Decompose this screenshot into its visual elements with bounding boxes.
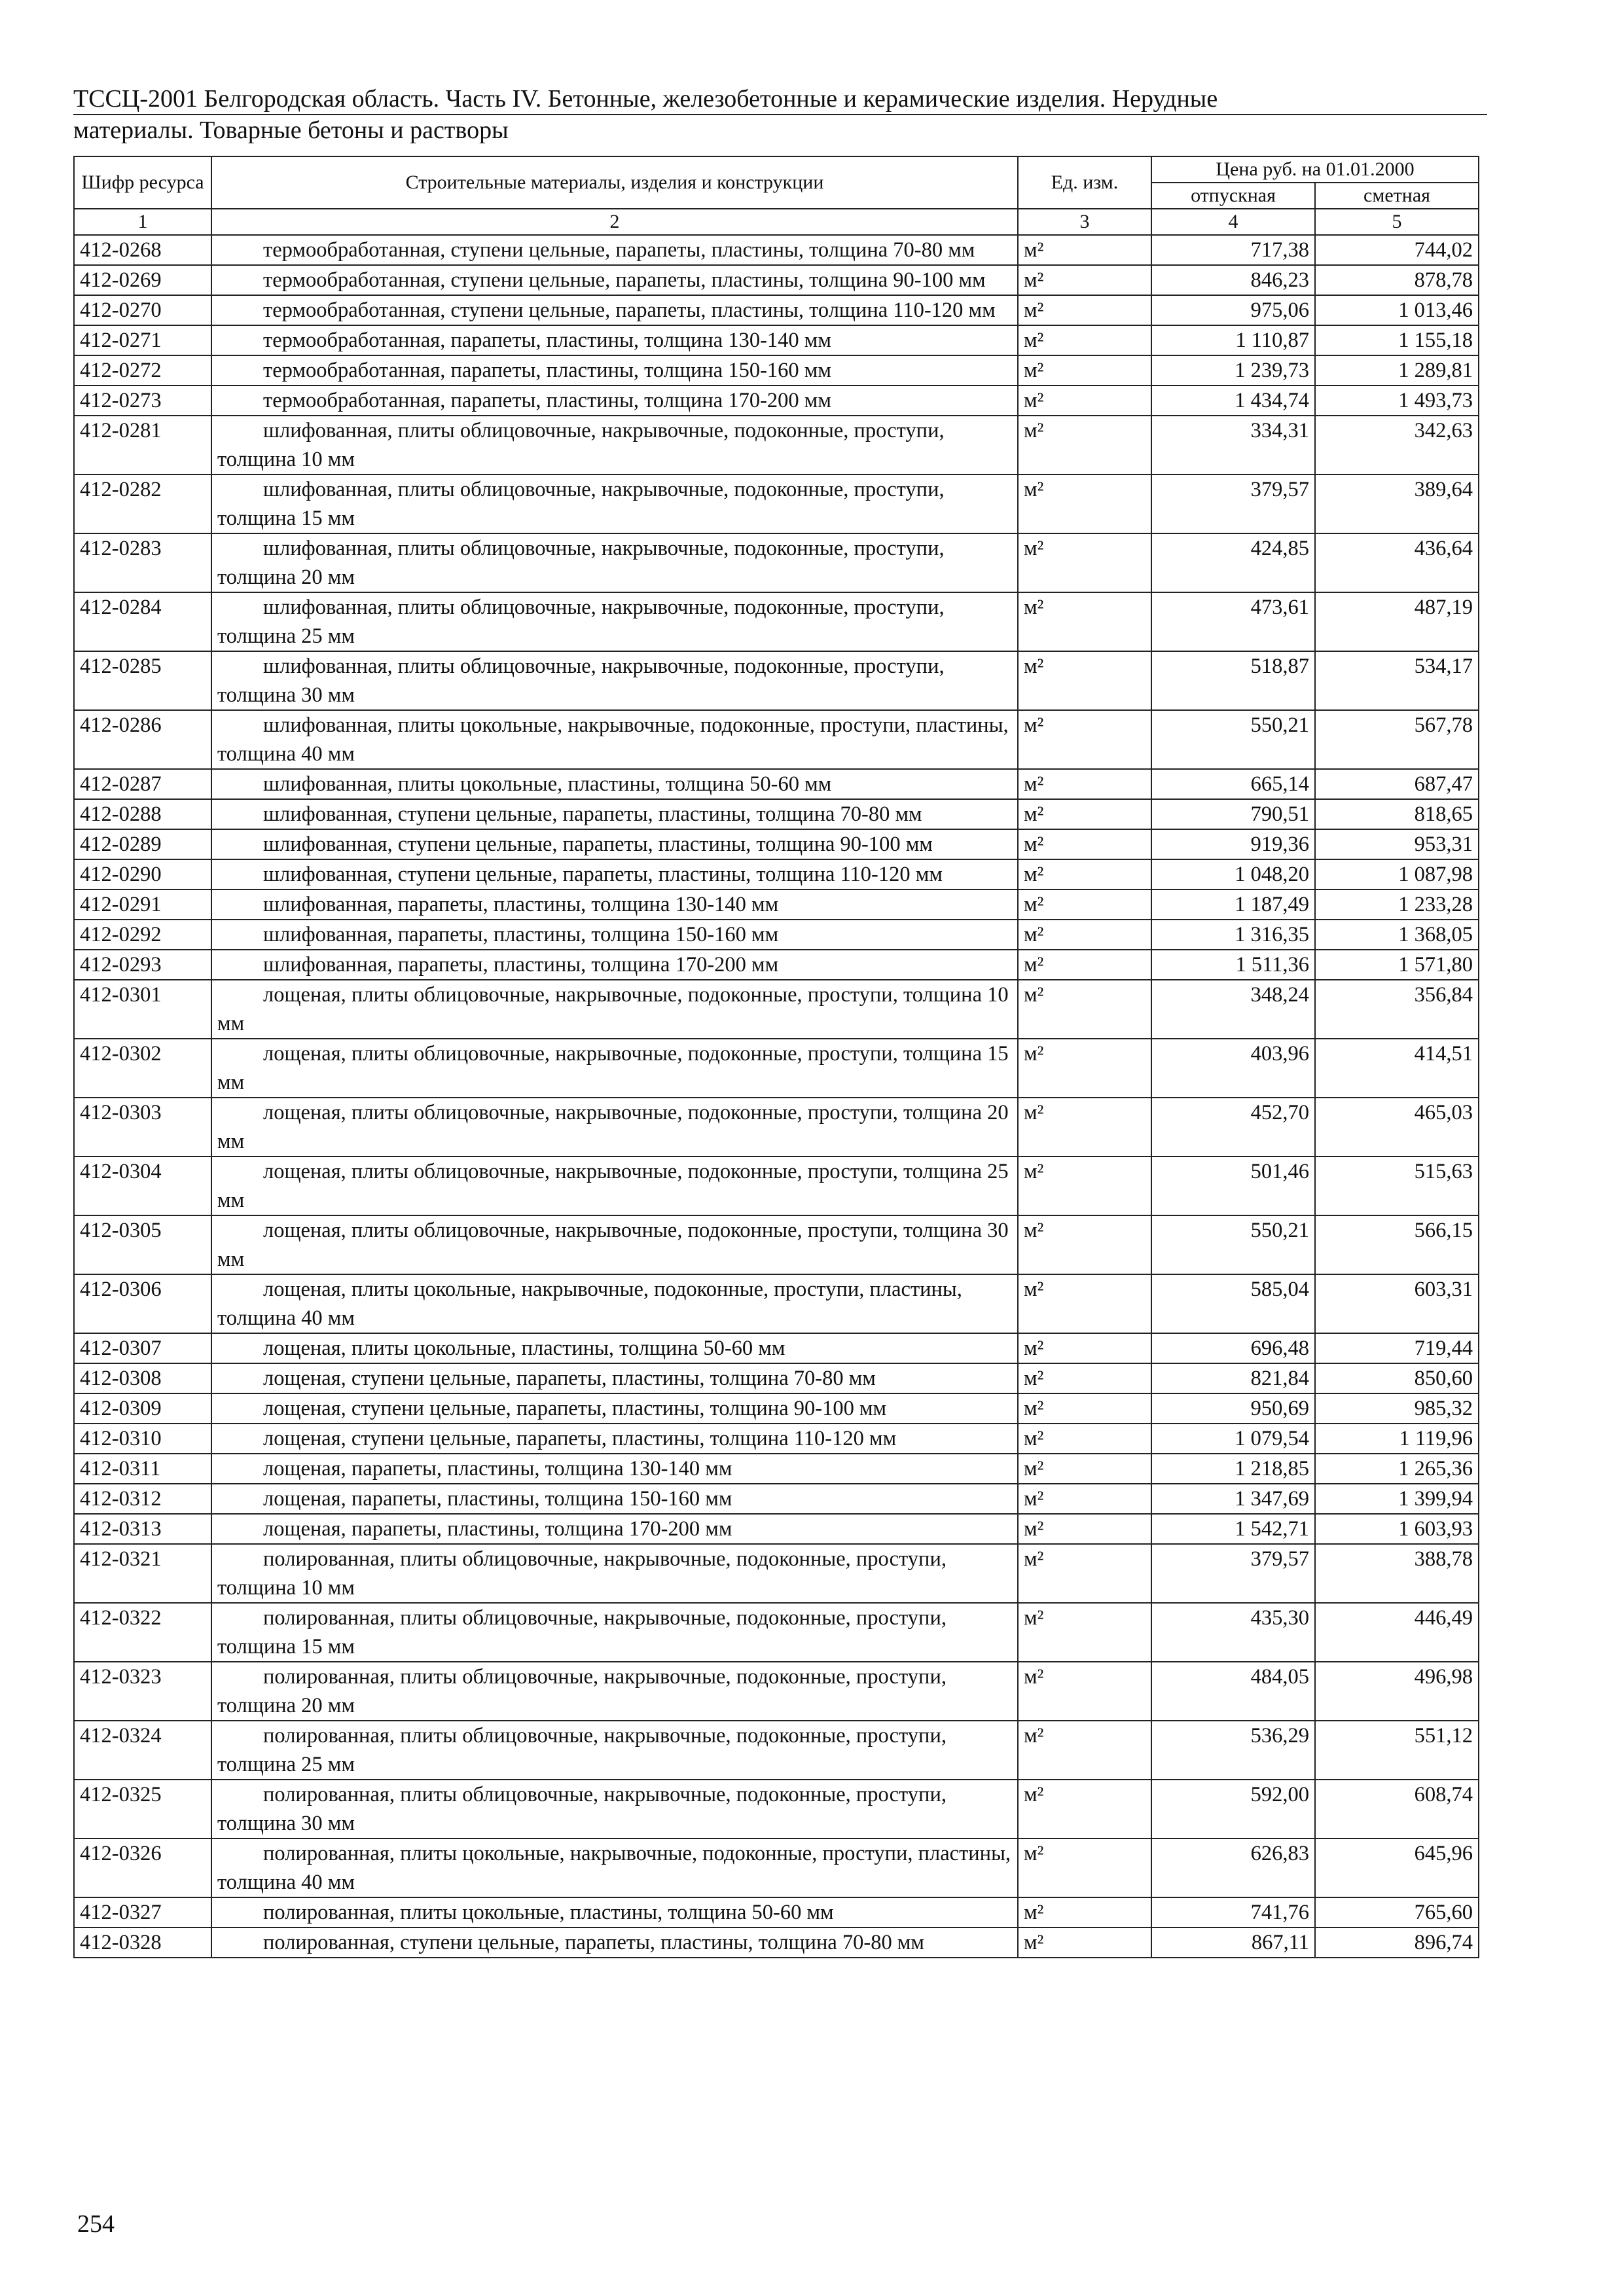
table-row bbox=[74, 533, 1479, 592]
table-row bbox=[74, 920, 1479, 950]
table-body bbox=[74, 235, 1479, 1958]
estimate-price: 414,51 bbox=[1315, 1039, 1479, 1098]
unit-of-measure: м² bbox=[1018, 1454, 1151, 1484]
estimate-price: 1 571,80 bbox=[1315, 950, 1479, 980]
unit-of-measure: м² bbox=[1018, 386, 1151, 416]
material-name: термообработанная, ступени цельные, парапеты, пластины, толщина 110-120 мм bbox=[211, 295, 1018, 325]
material-name: шлифованная, парапеты, пластины, толщина 130-140 мм bbox=[211, 889, 1018, 920]
unit-of-measure: м² bbox=[1018, 1603, 1151, 1662]
resource-code: 412-0268 bbox=[74, 235, 211, 265]
resource-code: 412-0287 bbox=[74, 769, 211, 799]
resource-code: 412-0272 bbox=[74, 355, 211, 386]
table-row bbox=[74, 651, 1479, 710]
material-name: лощеная, плиты цокольные, накрывочные, подоконные, проступи, пластины, толщина 40 мм bbox=[211, 1274, 1018, 1333]
release-price: 867,11 bbox=[1151, 1928, 1315, 1958]
table-row bbox=[74, 1603, 1479, 1662]
table-row bbox=[74, 859, 1479, 889]
release-price: 585,04 bbox=[1151, 1274, 1315, 1333]
resource-code: 412-0271 bbox=[74, 325, 211, 355]
estimate-price: 1 155,18 bbox=[1315, 325, 1479, 355]
table-row bbox=[74, 1157, 1479, 1215]
table-row bbox=[74, 1484, 1479, 1514]
release-price: 592,00 bbox=[1151, 1780, 1315, 1839]
unit-of-measure: м² bbox=[1018, 295, 1151, 325]
release-price: 717,38 bbox=[1151, 235, 1315, 265]
resource-code: 412-0311 bbox=[74, 1454, 211, 1484]
release-price: 452,70 bbox=[1151, 1098, 1315, 1157]
table-row bbox=[74, 1662, 1479, 1721]
unit-of-measure: м² bbox=[1018, 1928, 1151, 1958]
header-price-release: отпускная bbox=[1151, 183, 1315, 209]
release-price: 741,76 bbox=[1151, 1897, 1315, 1928]
material-name: шлифованная, ступени цельные, парапеты, пластины, толщина 90-100 мм bbox=[211, 829, 1018, 859]
estimate-price: 496,98 bbox=[1315, 1662, 1479, 1721]
resource-code: 412-0284 bbox=[74, 592, 211, 651]
material-name: термообработанная, парапеты, пластины, толщина 170-200 мм bbox=[211, 386, 1018, 416]
material-name: полированная, плиты облицовочные, накрывочные, подоконные, проступи, толщина 10 мм bbox=[211, 1544, 1018, 1603]
resource-code: 412-0269 bbox=[74, 265, 211, 295]
table-row bbox=[74, 1544, 1479, 1603]
material-name: шлифованная, ступени цельные, парапеты, пластины, толщина 110-120 мм bbox=[211, 859, 1018, 889]
estimate-price: 765,60 bbox=[1315, 1897, 1479, 1928]
estimate-price: 566,15 bbox=[1315, 1215, 1479, 1274]
estimate-price: 1 119,96 bbox=[1315, 1424, 1479, 1454]
release-price: 1 347,69 bbox=[1151, 1484, 1315, 1514]
resource-code: 412-0302 bbox=[74, 1039, 211, 1098]
table-row bbox=[74, 1098, 1479, 1157]
material-name: лощеная, ступени цельные, парапеты, пластины, толщина 70-80 мм bbox=[211, 1363, 1018, 1393]
header-price-estimate: сметная bbox=[1315, 183, 1479, 209]
release-price: 424,85 bbox=[1151, 533, 1315, 592]
release-price: 1 218,85 bbox=[1151, 1454, 1315, 1484]
resource-code: 412-0286 bbox=[74, 710, 211, 769]
estimate-price: 388,78 bbox=[1315, 1544, 1479, 1603]
estimate-price: 645,96 bbox=[1315, 1839, 1479, 1897]
table-row bbox=[74, 1274, 1479, 1333]
unit-of-measure: м² bbox=[1018, 1897, 1151, 1928]
unit-of-measure: м² bbox=[1018, 1039, 1151, 1098]
estimate-price: 953,31 bbox=[1315, 829, 1479, 859]
estimate-price: 342,63 bbox=[1315, 416, 1479, 475]
resource-code: 412-0281 bbox=[74, 416, 211, 475]
estimate-price: 1 233,28 bbox=[1315, 889, 1479, 920]
estimate-price: 567,78 bbox=[1315, 710, 1479, 769]
unit-of-measure: м² bbox=[1018, 1839, 1151, 1897]
table-row bbox=[74, 1897, 1479, 1928]
material-name: шлифованная, парапеты, пластины, толщина 170-200 мм bbox=[211, 950, 1018, 980]
resource-code: 412-0282 bbox=[74, 475, 211, 533]
column-number: 4 bbox=[1151, 209, 1315, 235]
table-row bbox=[74, 265, 1479, 295]
estimate-price: 603,31 bbox=[1315, 1274, 1479, 1333]
estimate-price: 1 289,81 bbox=[1315, 355, 1479, 386]
estimate-price: 436,64 bbox=[1315, 533, 1479, 592]
material-name: шлифованная, парапеты, пластины, толщина 150-160 мм bbox=[211, 920, 1018, 950]
resource-code: 412-0270 bbox=[74, 295, 211, 325]
estimate-price: 850,60 bbox=[1315, 1363, 1479, 1393]
page-number: 254 bbox=[77, 2210, 115, 2238]
table-row bbox=[74, 1333, 1479, 1363]
resource-code: 412-0310 bbox=[74, 1424, 211, 1454]
release-price: 348,24 bbox=[1151, 980, 1315, 1039]
unit-of-measure: м² bbox=[1018, 1514, 1151, 1544]
unit-of-measure: м² bbox=[1018, 799, 1151, 829]
unit-of-measure: м² bbox=[1018, 1424, 1151, 1454]
table-row bbox=[74, 1363, 1479, 1393]
resource-code: 412-0292 bbox=[74, 920, 211, 950]
table-header bbox=[74, 156, 1479, 235]
table-row bbox=[74, 1039, 1479, 1098]
table-row bbox=[74, 416, 1479, 475]
release-price: 550,21 bbox=[1151, 710, 1315, 769]
material-name: термообработанная, ступени цельные, парапеты, пластины, толщина 70-80 мм bbox=[211, 235, 1018, 265]
estimate-price: 446,49 bbox=[1315, 1603, 1479, 1662]
release-price: 790,51 bbox=[1151, 799, 1315, 829]
release-price: 696,48 bbox=[1151, 1333, 1315, 1363]
column-number: 2 bbox=[211, 209, 1018, 235]
unit-of-measure: м² bbox=[1018, 980, 1151, 1039]
unit-of-measure: м² bbox=[1018, 1780, 1151, 1839]
release-price: 473,61 bbox=[1151, 592, 1315, 651]
material-name: лощеная, ступени цельные, парапеты, пластины, толщина 90-100 мм bbox=[211, 1393, 1018, 1424]
resource-code: 412-0283 bbox=[74, 533, 211, 592]
resource-code: 412-0305 bbox=[74, 1215, 211, 1274]
unit-of-measure: м² bbox=[1018, 920, 1151, 950]
unit-of-measure: м² bbox=[1018, 325, 1151, 355]
release-price: 1 511,36 bbox=[1151, 950, 1315, 980]
resource-code: 412-0289 bbox=[74, 829, 211, 859]
table-row bbox=[74, 769, 1479, 799]
release-price: 536,29 bbox=[1151, 1721, 1315, 1780]
material-name: лощеная, парапеты, пластины, толщина 130-140 мм bbox=[211, 1454, 1018, 1484]
unit-of-measure: м² bbox=[1018, 1333, 1151, 1363]
estimate-price: 878,78 bbox=[1315, 265, 1479, 295]
release-price: 846,23 bbox=[1151, 265, 1315, 295]
estimate-price: 1 399,94 bbox=[1315, 1484, 1479, 1514]
material-name: полированная, плиты облицовочные, накрывочные, подоконные, проступи, толщина 25 мм bbox=[211, 1721, 1018, 1780]
material-name: полированная, плиты облицовочные, накрывочные, подоконные, проступи, толщина 30 мм bbox=[211, 1780, 1018, 1839]
table-row bbox=[74, 1721, 1479, 1780]
material-name: шлифованная, плиты облицовочные, накрывочные, подоконные, проступи, толщина 20 мм bbox=[211, 533, 1018, 592]
material-name: полированная, ступени цельные, парапеты, пластины, толщина 70-80 мм bbox=[211, 1928, 1018, 1958]
unit-of-measure: м² bbox=[1018, 265, 1151, 295]
table-row bbox=[74, 889, 1479, 920]
estimate-price: 744,02 bbox=[1315, 235, 1479, 265]
resource-code: 412-0291 bbox=[74, 889, 211, 920]
release-price: 821,84 bbox=[1151, 1363, 1315, 1393]
resource-code: 412-0309 bbox=[74, 1393, 211, 1424]
material-name: термообработанная, парапеты, пластины, толщина 130-140 мм bbox=[211, 325, 1018, 355]
title-line-1: ТССЦ-2001 Белгородская область. Часть IV. Бетонные, железобетонные и керамические изделия. Нерудные bbox=[73, 84, 1487, 115]
unit-of-measure: м² bbox=[1018, 416, 1151, 475]
table-row bbox=[74, 710, 1479, 769]
resource-code: 412-0301 bbox=[74, 980, 211, 1039]
estimate-price: 356,84 bbox=[1315, 980, 1479, 1039]
unit-of-measure: м² bbox=[1018, 1393, 1151, 1424]
material-name: шлифованная, плиты облицовочные, накрывочные, подоконные, проступи, толщина 25 мм bbox=[211, 592, 1018, 651]
unit-of-measure: м² bbox=[1018, 355, 1151, 386]
unit-of-measure: м² bbox=[1018, 1157, 1151, 1215]
resource-code: 412-0324 bbox=[74, 1721, 211, 1780]
estimate-price: 487,19 bbox=[1315, 592, 1479, 651]
resource-code: 412-0312 bbox=[74, 1484, 211, 1514]
material-name: полированная, плиты цокольные, накрывочные, подоконные, проступи, пластины, толщина 40 мм bbox=[211, 1839, 1018, 1897]
release-price: 1 048,20 bbox=[1151, 859, 1315, 889]
material-name: лощеная, парапеты, пластины, толщина 150-160 мм bbox=[211, 1484, 1018, 1514]
unit-of-measure: м² bbox=[1018, 235, 1151, 265]
resource-code: 412-0326 bbox=[74, 1839, 211, 1897]
resource-code: 412-0313 bbox=[74, 1514, 211, 1544]
estimate-price: 818,65 bbox=[1315, 799, 1479, 829]
table-row bbox=[74, 1424, 1479, 1454]
unit-of-measure: м² bbox=[1018, 859, 1151, 889]
table-row bbox=[74, 1514, 1479, 1544]
estimate-price: 608,74 bbox=[1315, 1780, 1479, 1839]
estimate-price: 1 603,93 bbox=[1315, 1514, 1479, 1544]
release-price: 501,46 bbox=[1151, 1157, 1315, 1215]
title-line-2: материалы. Товарные бетоны и растворы bbox=[73, 117, 509, 144]
estimate-price: 551,12 bbox=[1315, 1721, 1479, 1780]
material-name: термообработанная, парапеты, пластины, толщина 150-160 мм bbox=[211, 355, 1018, 386]
resource-code: 412-0321 bbox=[74, 1544, 211, 1603]
table-row bbox=[74, 799, 1479, 829]
unit-of-measure: м² bbox=[1018, 1098, 1151, 1157]
resource-code: 412-0293 bbox=[74, 950, 211, 980]
release-price: 379,57 bbox=[1151, 475, 1315, 533]
unit-of-measure: м² bbox=[1018, 592, 1151, 651]
header-unit: Ед. изм. bbox=[1018, 156, 1151, 209]
material-name: лощеная, плиты облицовочные, накрывочные, подоконные, проступи, толщина 30 мм bbox=[211, 1215, 1018, 1274]
resource-code: 412-0304 bbox=[74, 1157, 211, 1215]
release-price: 1 542,71 bbox=[1151, 1514, 1315, 1544]
material-name: лощеная, плиты цокольные, пластины, толщина 50-60 мм bbox=[211, 1333, 1018, 1363]
resource-code: 412-0327 bbox=[74, 1897, 211, 1928]
table-row bbox=[74, 829, 1479, 859]
release-price: 484,05 bbox=[1151, 1662, 1315, 1721]
material-name: шлифованная, плиты облицовочные, накрывочные, подоконные, проступи, толщина 15 мм bbox=[211, 475, 1018, 533]
material-name: лощеная, плиты облицовочные, накрывочные, подоконные, проступи, толщина 10 мм bbox=[211, 980, 1018, 1039]
resource-code: 412-0323 bbox=[74, 1662, 211, 1721]
unit-of-measure: м² bbox=[1018, 710, 1151, 769]
estimate-price: 1 013,46 bbox=[1315, 295, 1479, 325]
material-name: лощеная, плиты облицовочные, накрывочные, подоконные, проступи, толщина 15 мм bbox=[211, 1039, 1018, 1098]
header-price-group: Цена руб. на 01.01.2000 bbox=[1151, 156, 1479, 183]
resource-code: 412-0307 bbox=[74, 1333, 211, 1363]
release-price: 379,57 bbox=[1151, 1544, 1315, 1603]
table-row bbox=[74, 325, 1479, 355]
table-row bbox=[74, 475, 1479, 533]
table-row bbox=[74, 1839, 1479, 1897]
material-name: шлифованная, плиты облицовочные, накрывочные, подоконные, проступи, толщина 10 мм bbox=[211, 416, 1018, 475]
unit-of-measure: м² bbox=[1018, 829, 1151, 859]
table-row bbox=[74, 386, 1479, 416]
resource-code: 412-0328 bbox=[74, 1928, 211, 1958]
resource-code: 412-0322 bbox=[74, 1603, 211, 1662]
unit-of-measure: м² bbox=[1018, 1274, 1151, 1333]
material-name: шлифованная, плиты цокольные, накрывочные, подоконные, проступи, пластины, толщина 40 мм bbox=[211, 710, 1018, 769]
estimate-price: 896,74 bbox=[1315, 1928, 1479, 1958]
material-name: лощеная, парапеты, пластины, толщина 170-200 мм bbox=[211, 1514, 1018, 1544]
estimate-price: 515,63 bbox=[1315, 1157, 1479, 1215]
material-name: полированная, плиты облицовочные, накрывочные, подоконные, проступи, толщина 15 мм bbox=[211, 1603, 1018, 1662]
header-name: Строительные материалы, изделия и конструкции bbox=[211, 156, 1018, 209]
resource-code: 412-0273 bbox=[74, 386, 211, 416]
unit-of-measure: м² bbox=[1018, 651, 1151, 710]
release-price: 1 239,73 bbox=[1151, 355, 1315, 386]
unit-of-measure: м² bbox=[1018, 1721, 1151, 1780]
table-row bbox=[74, 295, 1479, 325]
material-name: лощеная, плиты облицовочные, накрывочные, подоконные, проступи, толщина 20 мм bbox=[211, 1098, 1018, 1157]
document-title bbox=[73, 84, 1487, 145]
release-price: 334,31 bbox=[1151, 416, 1315, 475]
unit-of-measure: м² bbox=[1018, 1363, 1151, 1393]
release-price: 950,69 bbox=[1151, 1393, 1315, 1424]
table-row bbox=[74, 1780, 1479, 1839]
release-price: 1 079,54 bbox=[1151, 1424, 1315, 1454]
resource-code: 412-0290 bbox=[74, 859, 211, 889]
release-price: 665,14 bbox=[1151, 769, 1315, 799]
column-number: 1 bbox=[74, 209, 211, 235]
estimate-price: 1 087,98 bbox=[1315, 859, 1479, 889]
release-price: 626,83 bbox=[1151, 1839, 1315, 1897]
estimate-price: 534,17 bbox=[1315, 651, 1479, 710]
unit-of-measure: м² bbox=[1018, 533, 1151, 592]
table-row bbox=[74, 355, 1479, 386]
table-row bbox=[74, 592, 1479, 651]
release-price: 1 316,35 bbox=[1151, 920, 1315, 950]
resource-code: 412-0325 bbox=[74, 1780, 211, 1839]
resource-code: 412-0288 bbox=[74, 799, 211, 829]
estimate-price: 389,64 bbox=[1315, 475, 1479, 533]
material-name: шлифованная, плиты облицовочные, накрывочные, подоконные, проступи, толщина 30 мм bbox=[211, 651, 1018, 710]
material-name: полированная, плиты облицовочные, накрывочные, подоконные, проступи, толщина 20 мм bbox=[211, 1662, 1018, 1721]
material-name: лощеная, плиты облицовочные, накрывочные, подоконные, проступи, толщина 25 мм bbox=[211, 1157, 1018, 1215]
release-price: 1 434,74 bbox=[1151, 386, 1315, 416]
unit-of-measure: м² bbox=[1018, 1484, 1151, 1514]
table-row bbox=[74, 1454, 1479, 1484]
unit-of-measure: м² bbox=[1018, 1215, 1151, 1274]
release-price: 919,36 bbox=[1151, 829, 1315, 859]
column-number: 5 bbox=[1315, 209, 1479, 235]
table-row bbox=[74, 980, 1479, 1039]
estimate-price: 1 265,36 bbox=[1315, 1454, 1479, 1484]
unit-of-measure: м² bbox=[1018, 1662, 1151, 1721]
header-code: Шифр ресурса bbox=[74, 156, 211, 209]
estimate-price: 687,47 bbox=[1315, 769, 1479, 799]
estimate-price: 1 368,05 bbox=[1315, 920, 1479, 950]
material-name: шлифованная, ступени цельные, парапеты, пластины, толщина 70-80 мм bbox=[211, 799, 1018, 829]
material-name: шлифованная, плиты цокольные, пластины, толщина 50-60 мм bbox=[211, 769, 1018, 799]
release-price: 550,21 bbox=[1151, 1215, 1315, 1274]
estimate-price: 719,44 bbox=[1315, 1333, 1479, 1363]
unit-of-measure: м² bbox=[1018, 1544, 1151, 1603]
table-row bbox=[74, 1928, 1479, 1958]
release-price: 518,87 bbox=[1151, 651, 1315, 710]
resource-code: 412-0306 bbox=[74, 1274, 211, 1333]
column-number: 3 bbox=[1018, 209, 1151, 235]
release-price: 975,06 bbox=[1151, 295, 1315, 325]
release-price: 1 110,87 bbox=[1151, 325, 1315, 355]
release-price: 403,96 bbox=[1151, 1039, 1315, 1098]
release-price: 1 187,49 bbox=[1151, 889, 1315, 920]
material-name: термообработанная, ступени цельные, парапеты, пластины, толщина 90-100 мм bbox=[211, 265, 1018, 295]
estimate-price: 985,32 bbox=[1315, 1393, 1479, 1424]
unit-of-measure: м² bbox=[1018, 475, 1151, 533]
unit-of-measure: м² bbox=[1018, 889, 1151, 920]
estimate-price: 1 493,73 bbox=[1315, 386, 1479, 416]
table-row bbox=[74, 950, 1479, 980]
table-row bbox=[74, 1393, 1479, 1424]
table-row bbox=[74, 1215, 1479, 1274]
unit-of-measure: м² bbox=[1018, 950, 1151, 980]
material-name: лощеная, ступени цельные, парапеты, пластины, толщина 110-120 мм bbox=[211, 1424, 1018, 1454]
resource-code: 412-0285 bbox=[74, 651, 211, 710]
resource-code: 412-0303 bbox=[74, 1098, 211, 1157]
release-price: 435,30 bbox=[1151, 1603, 1315, 1662]
resource-code: 412-0308 bbox=[74, 1363, 211, 1393]
column-numbers-row bbox=[74, 209, 1479, 235]
unit-of-measure: м² bbox=[1018, 769, 1151, 799]
table-row bbox=[74, 235, 1479, 265]
material-name: полированная, плиты цокольные, пластины, толщина 50-60 мм bbox=[211, 1897, 1018, 1928]
price-table bbox=[73, 156, 1479, 1958]
estimate-price: 465,03 bbox=[1315, 1098, 1479, 1157]
